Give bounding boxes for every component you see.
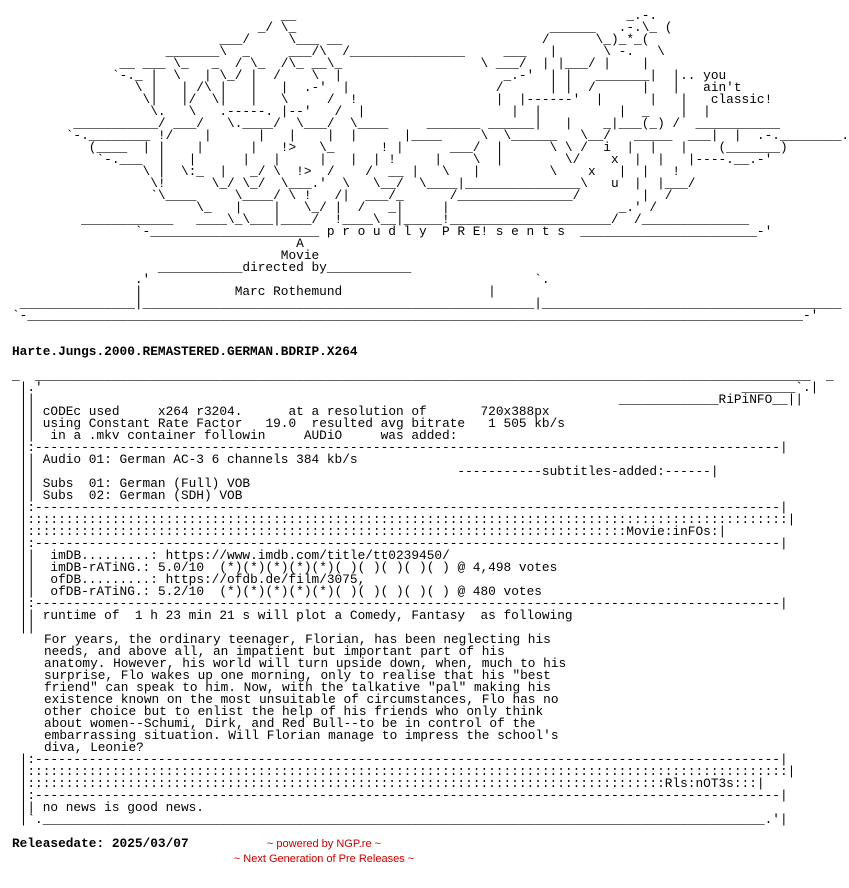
directed-by-text: directed by	[242, 260, 327, 275]
ascii-art-logo: __ _.-. _/ \_ ______ .-.\_ ( ___/ \___ __ / \_)_*_( _______\ _ ___/\ /_______________ ___ | \ -. \ __ ___ \_ _ / \_ /\_ __\_ \ ___/ | |___/ | | `-._ | \ | \_/ | / \ | _.-' | | _______| |.. you \ | | /\ | | | .-' | / | | / | | ain't \| |/ \| | \ / ! | |------' | | | classic! \. \ .-----. |--' / | | | | _ | | ___________/ ___/ \.____/ \___/ \____ _______ ______| | _|___(_) / ___________ `-.________ !/ | | | | | |____ \ \______ \__/ _____ ___| | .-.________. (____ | | | | !> \_ ! | ___/ | \ \ / i | | | (_______) `-.___ | | | | | | | ! | \ | \/ x | | |----.__.-' \ | \:_ | _/ \ !> / / __ | \ | \ x | | ! \! \_/ \_/ \___.' \ \__/ \____|_______________\ u | |___/ `\____ \____/ \ ! /| ___/_ /_______________/ | / \_ | | \_/ | / _| | _.' / ____________ ____\_\___|____/ !____\__|_____!_____________________/ /______________	[65, 8, 849, 227]
movie-info-label: Movie:inFOs:	[626, 524, 719, 539]
crf-value: 19.0	[265, 416, 297, 431]
footer	[0, 837, 648, 867]
release-name: Harte.Jungs.2000.REMASTERED.GERMAN.BDRIP.X264	[12, 344, 358, 359]
imdb-votes: @ 4,498 votes	[457, 560, 558, 575]
movie-text: Movie	[280, 248, 320, 263]
tagline-link[interactable]: ~ Next Generation of Pre Releases ~	[233, 853, 415, 865]
ofdb-rating-label: ofDB-rATiNG.:	[50, 584, 151, 599]
plot-text: For years, the ordinary teenager, Florian, has been neglecting his needs, and above all, an impatient but important part of his anatomy. However, his world will turn upside down, when, much to his surprise, Flo wakes up one morning, only to realise that his "best friend" can speak to him. Now, with the talkative "pal" making his existence known on the most unsuitable of circumstances, Flo has no other choice but to enlist the help of his friends who only think about women--Schumi, Dirk, and Red Bull--to be in control of the embarrassing situation. Will Florian manage to impress the school's diva, Leonie?	[44, 632, 567, 755]
imdb-rating-value: 5.0/10	[157, 560, 205, 575]
nfo-document: __ _.-. _/ \_ ______ .-.\_ ( ___/ \___ __ / \_)_*_( _______\ _ ___/\ /_______________ ___ | \ -. \ __ ___ \_ _ / \_ /\_ __\_ \ ___/ | |___/ | | `-._ | \ | \_/ | / \ | _.-' | | _______| |.. you \ | | /\ | | | .-' | / | | / | | ain't \| |/ \| | \ / ! | |------' | | | classic! \. \ .-----. |--' / | | | | _ | | ___________/ ___/ \.____/ \___/ \____ _______ ______| | _|___(_) / ___________ `-.________ !/ | | | | | |____ \ \______ \__/ _____ ___| | .-.________. (____ | | | | !> \_ ! | ___/ | \ \ / i | | | (_______) `-.___ | | | | | | | ! | \ | \/ x | | |----.__.-' \ | \:_ | _/ \ !> / / __ | \ | \ x | | ! \! \_/ \_/ \___.' \ \__/ \____|_______________\ u | |___/ `\____ \____/ \ ! /| ___/_ /_______________/ | / \_ | | \_/ | / _| | _.' / ____________ ____\_\___|____/ !____\__|_____!_____________________/ /______________ `-______________________ p r o u d l y P R E! s e n t s _______________________-' A Movie ___________directed by___________ .' `. | Marc Rothemund | _______________|___________________________________________________|_______________________________________ `-_____________________________________________________________________________________________________-' Harte.Jungs.2000.REMASTERED.GERMAN.BDRIP.X264 _ _____________________________________________________________________________________________________ _ |.' _______`.| || _____________RiPiNFO__|| || cODEc used x264 r3204. at a resolution of 720x388px || using Constant Rate Factor 19.0 resulted avg bitrate 1 505 kb/s || in a .mkv container followin AUDiO was added: |:-------------------------------------------------------------------------------------------------| || Audio 01: German AC-3 6 channels 384 kb/s || -----------subtitles-added:------| || Subs 01: German (Full) VOB || Subs 02: German (SDH) VOB |:-------------------------------------------------------------------------------------------------| |:::::::::::::::::::::::::::::::::::::::::::::::::::::::::::::::::::::::::::::::::::::::::::::::::::| |::::::::::::::::::::::::::::::::::::::::::::::::::::::::::::::::::::::::::::::Movie:inFOs:| |:-------------------------------------------------------------------------------------------------| || imDB.........: https://www.imdb.com/title/tt0239450/ || imDB-rATiNG.: 5.0/10 (*)(*)(*)(*)(*)( )( )( )( )( ) @ 4,498 votes || ofDB.........: https://ofdb.de/film/3075, || ofDB-rATiNG.: 5.2/10 (*)(*)(*)(*)(*)( )( )( )( )( ) @ 480 votes |:-------------------------------------------------------------------------------------------------| || runtime of 1 h 23 min 21 s will plot a Comedy, Fantasy as following || For years, the ordinary teenager, Florian, has been neglecting his needs, and above all, an impatient but important part of his anatomy. However, his world will turn upside down, when, much to his surprise, Flo wakes up one morning, only to realise that his "best friend" can speak to him. Now, with the talkative "pal" making his existence known on the most unsuitable of circumstances, Flo has no other choice but to enlist the help of his friends who only think about women--Schumi, Dirk, and Red Bull--to be in control of the embarrassing situation. Will Florian manage to impress the school's diva, Leonie? |:-------------------------------------------------------------------------------------------------| |:::::::::::::::::::::::::::::::::::::::::::::::::::::::::::::::::::::::::::::::::::::::::::::::::::| |:::::::::::::::::::::::::::::::::::::::::::::::::::::::::::::::::::::::::::::::::::Rls:nOT3s:::| |:-------------------------------------------------------------------------------------------------| || no news is good news. |`.______________________________________________________________________________________________.'| Releasedate: 2025/03/07	[12, 8, 849, 851]
rip-info-label: RiPiNFO	[718, 392, 773, 407]
codec-value: x264 r3204.	[157, 404, 243, 419]
resolution-label: at a resolution of	[288, 404, 427, 419]
release-date: Releasedate: 2025/03/07	[12, 836, 189, 851]
subtitle-track-2: Subs 02: German (SDH) VOB	[42, 488, 243, 503]
release-notes: no news is good news.	[42, 800, 204, 815]
ofdb-label: ofDB.........:	[50, 572, 158, 587]
imdb-rating-label: imDB-rATiNG.:	[50, 560, 151, 575]
container-line: in a .mkv container followin AUDiO was added:	[50, 428, 458, 443]
release-notes-label: Rls:nOT3s	[664, 776, 734, 791]
director-name: Marc Rothemund	[234, 284, 343, 299]
proudly-presents-line: `-______________________ p r o u d l y P R E! s e n t s _______________________-'	[134, 224, 773, 239]
subtitle-track-1: Subs 01: German (Full) VOB	[42, 476, 251, 491]
bitrate-value: 1 505 kb/s	[488, 416, 565, 431]
crf-label: using Constant Rate Factor	[42, 416, 243, 431]
imdb-label: imDB.........:	[50, 548, 158, 563]
codec-label: cODEc used	[42, 404, 120, 419]
ofdb-rating-value: 5.2/10	[157, 584, 205, 599]
resolution-value: 720x388px	[480, 404, 550, 419]
imdb-rating-stars: (*)(*)(*)(*)(*)( )( )( )( )( )	[219, 560, 450, 575]
ofdb-votes: @ 480 votes	[457, 584, 542, 599]
a-text: A	[296, 236, 304, 251]
audio-track: Audio 01: German AC-3 6 channels 384 kb/s	[42, 452, 358, 467]
ofdb-link[interactable]: https://ofdb.de/film/3075,	[165, 572, 366, 587]
powered-by-link[interactable]: ~ powered by NGP.re ~	[266, 838, 382, 850]
runtime-line: runtime of 1 h 23 min 21 s will plot a Comedy, Fantasy as following	[42, 608, 573, 623]
ofdb-rating-stars: (*)(*)(*)(*)(*)( )( )( )( )( )	[219, 584, 450, 599]
bitrate-label: resulted avg bitrate	[311, 416, 466, 431]
subtitles-label: subtitles-added:	[541, 464, 665, 479]
imdb-link[interactable]: https://www.imdb.com/title/tt0239450/	[165, 548, 450, 563]
